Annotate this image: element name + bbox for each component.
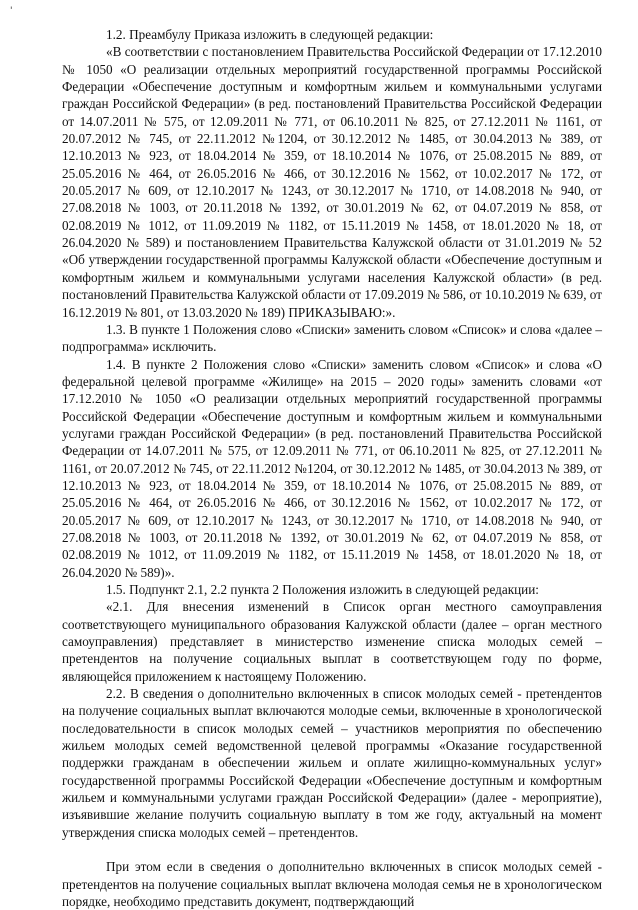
paragraph-2-1: «2.1. Для внесения изменений в Список орган местного самоуправления соответствующего муниципального образования Калужской области (далее – орган местного самоуправления) представляет в министерство изменение списка молодых семей – претендентов на получение социальных выплат в соответствующем году по форме, являющейся приложением к настоящему Положению. <box>62 599 602 684</box>
paragraph-2-2: 2.2. В сведения о дополнительно включенных в список молодых семей - претендентов на получение социальных выплат включаются молодые семьи, включенные в хронологической последовательности в список молодых семей – участников мероприятия по обеспечению жильем молодых семей ведомственной целевой программы «Оказание государственной поддержки гражданам в обеспечении жильем и оплате жилищно-коммунальных услуг» государственной программы Российской Федерации «Обеспечение доступным и комфортным жильем и коммунальными услугами граждан Российской Федерации» (далее - мероприятие), изъявившие желание получить социальную выплату в том же году, актуальный на момент утверждения списка молодых семей – претендентов. <box>62 686 602 840</box>
document-page <box>62 26 602 910</box>
paragraph-preamble: «В соответствии с постановлением Правительства Российской Федерации от 17.12.2010 № 1050 «О реализации отдельных мероприятий государственной программы Российской Федерации «Обеспечение доступным и комфортным жильем и коммунальными услугами граждан Российской Федерации» (в ред. постановлений Правительства Российской Федерации от 14.07.2011 № 575, от 12.09.2011 № 771, от 06.10.2011 № 825, от 27.12.2011 № 1161, от 20.07.2012 № 745, от 22.11.2012 №1204, от 30.12.2012 № 1485, от 30.04.2013 № 389, от 12.10.2013 № 923, от 18.04.2014 № 359, от 18.10.2014 № 1076, от 25.08.2015 № 889, от 25.05.2016 № 464, от 26.05.2016 № 466, от 30.12.2016 № 1562, от 10.02.2017 № 172, от 20.05.2017 № 609, от 12.10.2017 № 1243, от 30.12.2017 № 1710, от 14.08.2018 № 940, от 27.08.2018 № 1003, от 20.11.2018 № 1392, от 30.01.2019 № 62, от 04.07.2019 № 858, от 02.08.2019 № 1012, от 11.09.2019 № 1182, от 15.11.2019 № 1458, от 18.01.2020 № 18, от 26.04.2020 № 589) и постановлением Правительства Калужской области от 31.01.2019 № 52 «Об утверждении государственной программы Калужской области «Обеспечение доступным и комфортным жильем и коммунальными услугами населения Калужской области» (в ред. постановлений Правительства Калужской области от 17.09.2019 № 586, от 10.10.2019 № 639, от 16.12.2019 № 801, от 13.03.2020 № 189) ПРИКАЗЫВАЮ:». <box>62 44 602 320</box>
paragraph-order-note: При этом если в сведения о дополнительно включенных в список молодых семей - претендентов на получение социальных выплат включена молодая семья не в хронологическом порядке, необходимо представить документ, подтверждающий <box>62 859 602 909</box>
scan-mark: ' <box>10 6 13 16</box>
paragraph-1-2: 1.2. Преамбулу Приказа изложить в следующей редакции: <box>106 27 434 42</box>
paragraph-1-4: 1.4. В пункте 2 Положения слово «Списки» заменить словом «Список» и слова «О федеральной целевой программе «Жилище» на 2015 – 2020 годы» заменить словами «от 17.12.2010 № 1050 «О реализации отдельных мероприятий государственной программы Российской Федерации «Обеспечение доступным и комфортным жильем и коммунальными услугами граждан Российской Федерации» (в ред. постановлений Правительства Российской Федерации от 14.07.2011 № 575, от 12.09.2011 № 771, от 06.10.2011 № 825, от 27.12.2011 № 1161, от 20.07.2012 № 745, от 22.11.2012 №1204, от 30.12.2012 № 1485, от 30.04.2013 № 389, от 12.10.2013 № 923, от 18.04.2014 № 359, от 18.10.2014 № 1076, от 25.08.2015 № 889, от 25.05.2016 № 464, от 26.05.2016 № 466, от 30.12.2016 № 1562, от 10.02.2017 № 172, от 20.05.2017 № 609, от 12.10.2017 № 1243, от 30.12.2017 № 1710, от 14.08.2018 № 940, от 27.08.2018 № 1003, от 20.11.2018 № 1392, от 30.01.2019 № 62, от 04.07.2019 № 858, от 02.08.2019 № 1012, от 11.09.2019 № 1182, от 15.11.2019 № 1458, от 18.01.2020 № 18, от 26.04.2020 № 589)». <box>62 356 602 580</box>
paragraph-1-3: 1.3. В пункте 1 Положения слово «Списки» заменить словом «Список» и слова «далее – подпрограмма» исключить. <box>62 321 602 355</box>
paragraph-1-5: 1.5. Подпункт 2.1, 2.2 пункта 2 Положения изложить в следующей редакции: <box>106 582 539 597</box>
